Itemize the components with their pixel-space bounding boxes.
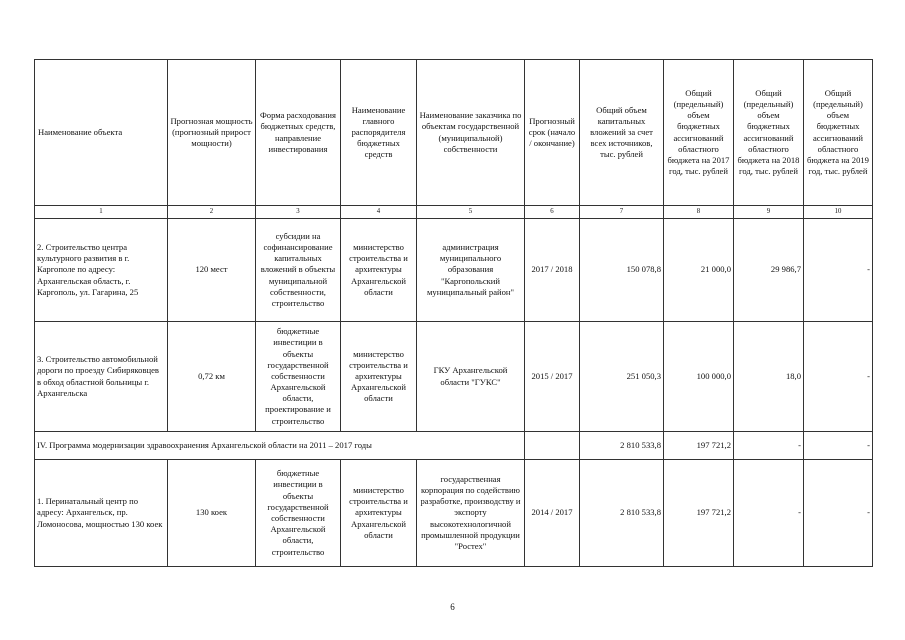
column-number: 7 <box>580 206 664 219</box>
section-2019-cell: - <box>804 432 873 460</box>
term-cell: 2014 / 2017 <box>525 460 580 567</box>
capacity-cell: 130 коек <box>168 460 256 567</box>
table-row <box>35 460 873 567</box>
budget-2019-cell: - <box>804 460 873 567</box>
column-number: 4 <box>341 206 417 219</box>
budget-2018-cell: 18,0 <box>734 322 804 432</box>
object-name-cell: 2. Строительство центра культурного развития в г. Каргополе по адресу: Архангельская область, г. Каргополь, ул. Гагарина, 25 <box>35 219 168 322</box>
budget-2018-cell: - <box>734 460 804 567</box>
budget-manager-cell: министерство строительства и архитектуры Архангельской области <box>341 219 417 322</box>
column-number: 3 <box>256 206 341 219</box>
budget-2018-cell: 29 986,7 <box>734 219 804 322</box>
total-investment-cell: 2 810 533,8 <box>580 460 664 567</box>
capital-investment-table <box>34 59 873 567</box>
term-cell: 2017 / 2018 <box>525 219 580 322</box>
page-number: 6 <box>450 602 455 612</box>
column-header: Общий (предельный) объем бюджетных ассигнований областного бюджета на 2018 год, тыс. рублей <box>734 60 804 206</box>
table-row <box>35 219 873 322</box>
customer-cell: администрация муниципального образования "Каргопольский муниципальный район" <box>417 219 525 322</box>
spending-form-cell: бюджетные инвестиции в объекты государственной собственности Архангельской области, проектирование и строительство <box>256 322 341 432</box>
column-number: 10 <box>804 206 873 219</box>
total-investment-cell: 251 050,3 <box>580 322 664 432</box>
column-number: 6 <box>525 206 580 219</box>
customer-cell: государственная корпорация по содействию разработке, производству и экспорту высокотехнологичной промышленной продукции "Ростех" <box>417 460 525 567</box>
empty-cell <box>525 432 580 460</box>
column-header: Наименование заказчика по объектам государственной (муниципальной) собственности <box>417 60 525 206</box>
column-number-row <box>35 206 873 219</box>
budget-2019-cell: - <box>804 322 873 432</box>
object-name-cell: 1. Перинатальный центр по адресу: Архангельск, пр. Ломоносова, мощностью 130 коек <box>35 460 168 567</box>
customer-cell: ГКУ Архангельской области "ГУКС" <box>417 322 525 432</box>
column-header: Наименование объекта <box>35 60 168 206</box>
total-investment-cell: 150 078,8 <box>580 219 664 322</box>
budget-2017-cell: 100 000,0 <box>664 322 734 432</box>
column-header: Прогнозная мощность (прогнозный прирост мощности) <box>168 60 256 206</box>
column-number: 9 <box>734 206 804 219</box>
budget-manager-cell: министерство строительства и архитектуры Архангельской области <box>341 322 417 432</box>
budget-2017-cell: 197 721,2 <box>664 460 734 567</box>
column-number: 8 <box>664 206 734 219</box>
table-row <box>35 322 873 432</box>
object-name-cell: 3. Строительство автомобильной дороги по проезду Сибиряковцев в обход областной больницы г. Архангельска <box>35 322 168 432</box>
column-header: Наименование главного распорядителя бюджетных средств <box>341 60 417 206</box>
column-number: 5 <box>417 206 525 219</box>
term-cell: 2015 / 2017 <box>525 322 580 432</box>
section-2017-cell: 197 721,2 <box>664 432 734 460</box>
column-header: Общий объем капитальных вложений за счет всех источников, тыс. рублей <box>580 60 664 206</box>
spending-form-cell: субсидии на софинансирование капитальных вложений в объекты муниципальной собственности, строительство <box>256 219 341 322</box>
column-header: Общий (предельный) объем бюджетных ассигнований областного бюджета на 2019 год, тыс. рублей <box>804 60 873 206</box>
column-number: 2 <box>168 206 256 219</box>
capacity-cell: 0,72 км <box>168 322 256 432</box>
column-number: 1 <box>35 206 168 219</box>
section-2018-cell: - <box>734 432 804 460</box>
section-title-cell: IV. Программа модернизации здравоохранения Архангельской области на 2011 – 2017 годы <box>35 432 525 460</box>
section-total-cell: 2 810 533,8 <box>580 432 664 460</box>
budget-manager-cell: министерство строительства и архитектуры Архангельской области <box>341 460 417 567</box>
column-header: Форма расходования бюджетных средств, направление инвестирования <box>256 60 341 206</box>
budget-2017-cell: 21 000,0 <box>664 219 734 322</box>
budget-2019-cell: - <box>804 219 873 322</box>
capacity-cell: 120 мест <box>168 219 256 322</box>
header-row <box>35 60 873 206</box>
spending-form-cell: бюджетные инвестиции в объекты государственной собственности Архангельской области, строительство <box>256 460 341 567</box>
column-header: Общий (предельный) объем бюджетных ассигнований областного бюджета на 2017 год, тыс. рублей <box>664 60 734 206</box>
section-row <box>35 432 873 460</box>
column-header: Прогнозный срок (начало / окончание) <box>525 60 580 206</box>
